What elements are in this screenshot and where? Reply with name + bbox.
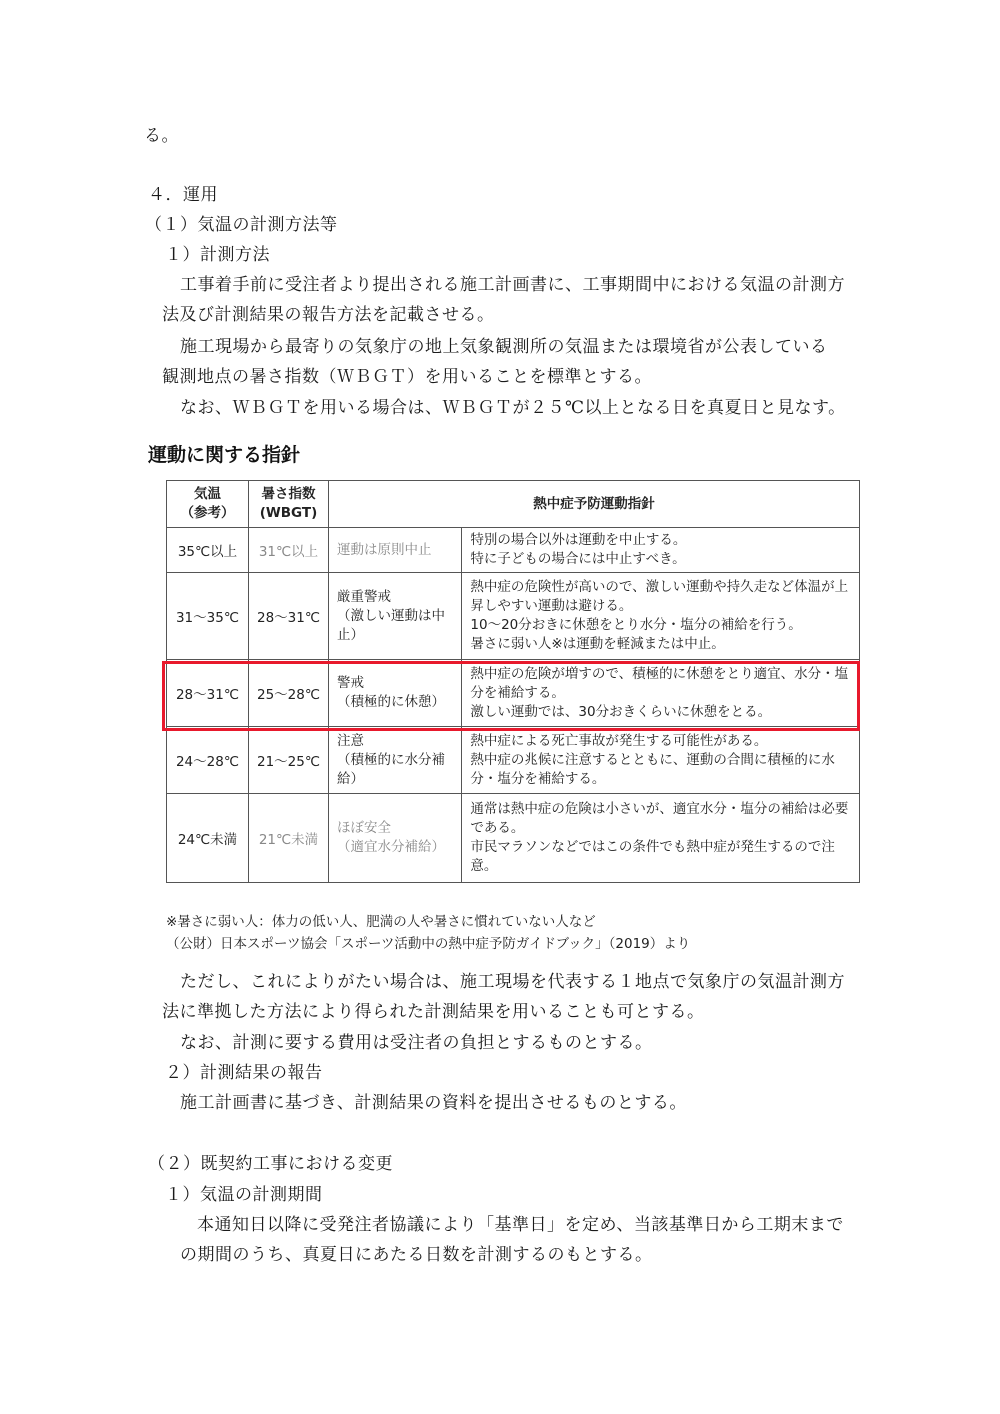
cell-level: 厳重警戒 （激しい運動は中止）	[329, 573, 462, 660]
cell-level: 運動は原則中止	[329, 528, 462, 573]
cell-wbgt: 21℃未満	[248, 794, 328, 883]
cell-wbgt: 25～28℃	[248, 660, 328, 727]
cell-guideline: 通常は熱中症の危険は小さいが、適宜水分・塩分の補給は必要である。 市民マラソンなどではこの条件でも熱中症が発生するので注意。	[462, 794, 860, 883]
table-row	[167, 727, 860, 794]
cell-level: ほぼ安全 （適宜水分補給）	[329, 794, 462, 883]
cell-temp: 24℃未満	[167, 794, 249, 883]
body-line: 法に準拠した方法により得られた計測結果を用いることも可とする。	[162, 1002, 705, 1022]
header-temp: 気温 （参考）	[167, 481, 249, 528]
highlight-box	[162, 661, 860, 731]
figure-title: 運動に関する指針	[148, 444, 301, 466]
section-heading: ４．運用	[148, 185, 218, 205]
header-wbgt: 暑さ指数 (WBGT)	[248, 481, 328, 528]
body-line: なお、計測に要する費用は受注者の負担とするものとする。	[180, 1033, 653, 1053]
cell-guideline: 特別の場合以外は運動を中止する。 特に子どもの場合には中止すべき。	[462, 528, 860, 573]
cell-guideline: 熱中症による死亡事故が発生する可能性がある。 熱中症の兆候に注意するとともに、運動の合間に積極的に水分・塩分を補給する。	[462, 727, 860, 794]
subsection-heading: （１）気温の計測方法等	[145, 215, 338, 235]
table-row	[167, 528, 860, 573]
body-line: 工事着手前に受注者より提出される施工計画書に、工事期間中における気温の計測方	[180, 275, 845, 295]
body-line: 法及び計測結果の報告方法を記載させる。	[162, 305, 495, 325]
table-row	[167, 794, 860, 883]
cell-wbgt: 21～25℃	[248, 727, 328, 794]
body-line: 施工現場から最寄りの気象庁の地上気象観測所の気温または環境省が公表している	[180, 337, 828, 357]
cell-wbgt: 31℃以上	[248, 528, 328, 573]
body-line: の期間のうち、真夏日にあたる日数を計測するのもとする。	[180, 1245, 653, 1265]
table-row	[167, 573, 860, 660]
cell-guideline: 熱中症の危険性が高いので、激しい運動や持久走など体温が上昇しやすい運動は避ける。 10～20分おきに休憩をとり水分・塩分の補給を行う。 暑さに弱い人※は運動を軽減または中止。	[462, 573, 860, 660]
body-line: 本通知日以降に受発注者協議により「基準日」を定め、当該基準日から工期末まで	[197, 1215, 844, 1235]
cell-level: 警戒 （積極的に休憩）	[329, 660, 462, 727]
cell-temp: 24～28℃	[167, 727, 249, 794]
body-line: なお、ＷＢＧＴを用いる場合は、ＷＢＧＴが２５℃以上となる日を真夏日と見なす。	[180, 398, 846, 418]
header-guideline: 熱中症予防運動指針	[329, 481, 860, 528]
cell-level: 注意 （積極的に水分補給）	[329, 727, 462, 794]
body-line: る。	[144, 126, 179, 146]
cell-temp: 28～31℃	[167, 660, 249, 727]
item-heading: １）計測方法	[165, 245, 270, 265]
cell-temp: 35℃以上	[167, 528, 249, 573]
body-line: 施工計画書に基づき、計測結果の資料を提出させるものとする。	[180, 1093, 687, 1113]
body-line: ただし、これによりがたい場合は、施工現場を代表する１地点で気象庁の気温計測方	[180, 972, 845, 992]
cell-temp: 31～35℃	[167, 573, 249, 660]
footnote: ※暑さに弱い人：体力の低い人、肥満の人や暑さに慣れていない人など	[166, 914, 596, 930]
body-line: 観測地点の暑さ指数（ＷＢＧＴ）を用いることを標準とする。	[162, 367, 652, 387]
item-heading: １）気温の計測期間	[165, 1185, 323, 1205]
source-note: （公財）日本スポーツ協会「スポーツ活動中の熱中症予防ガイドブック」（2019）より	[166, 936, 691, 952]
cell-guideline: 熱中症の危険が増すので、積極的に休憩をとり適宜、水分・塩分を補給する。 激しい運動では、30分おきくらいに休憩をとる。	[462, 660, 860, 727]
item-heading: ２）計測結果の報告	[165, 1063, 323, 1083]
cell-wbgt: 28～31℃	[248, 573, 328, 660]
subsection-heading: （２）既契約工事における変更	[148, 1154, 393, 1174]
